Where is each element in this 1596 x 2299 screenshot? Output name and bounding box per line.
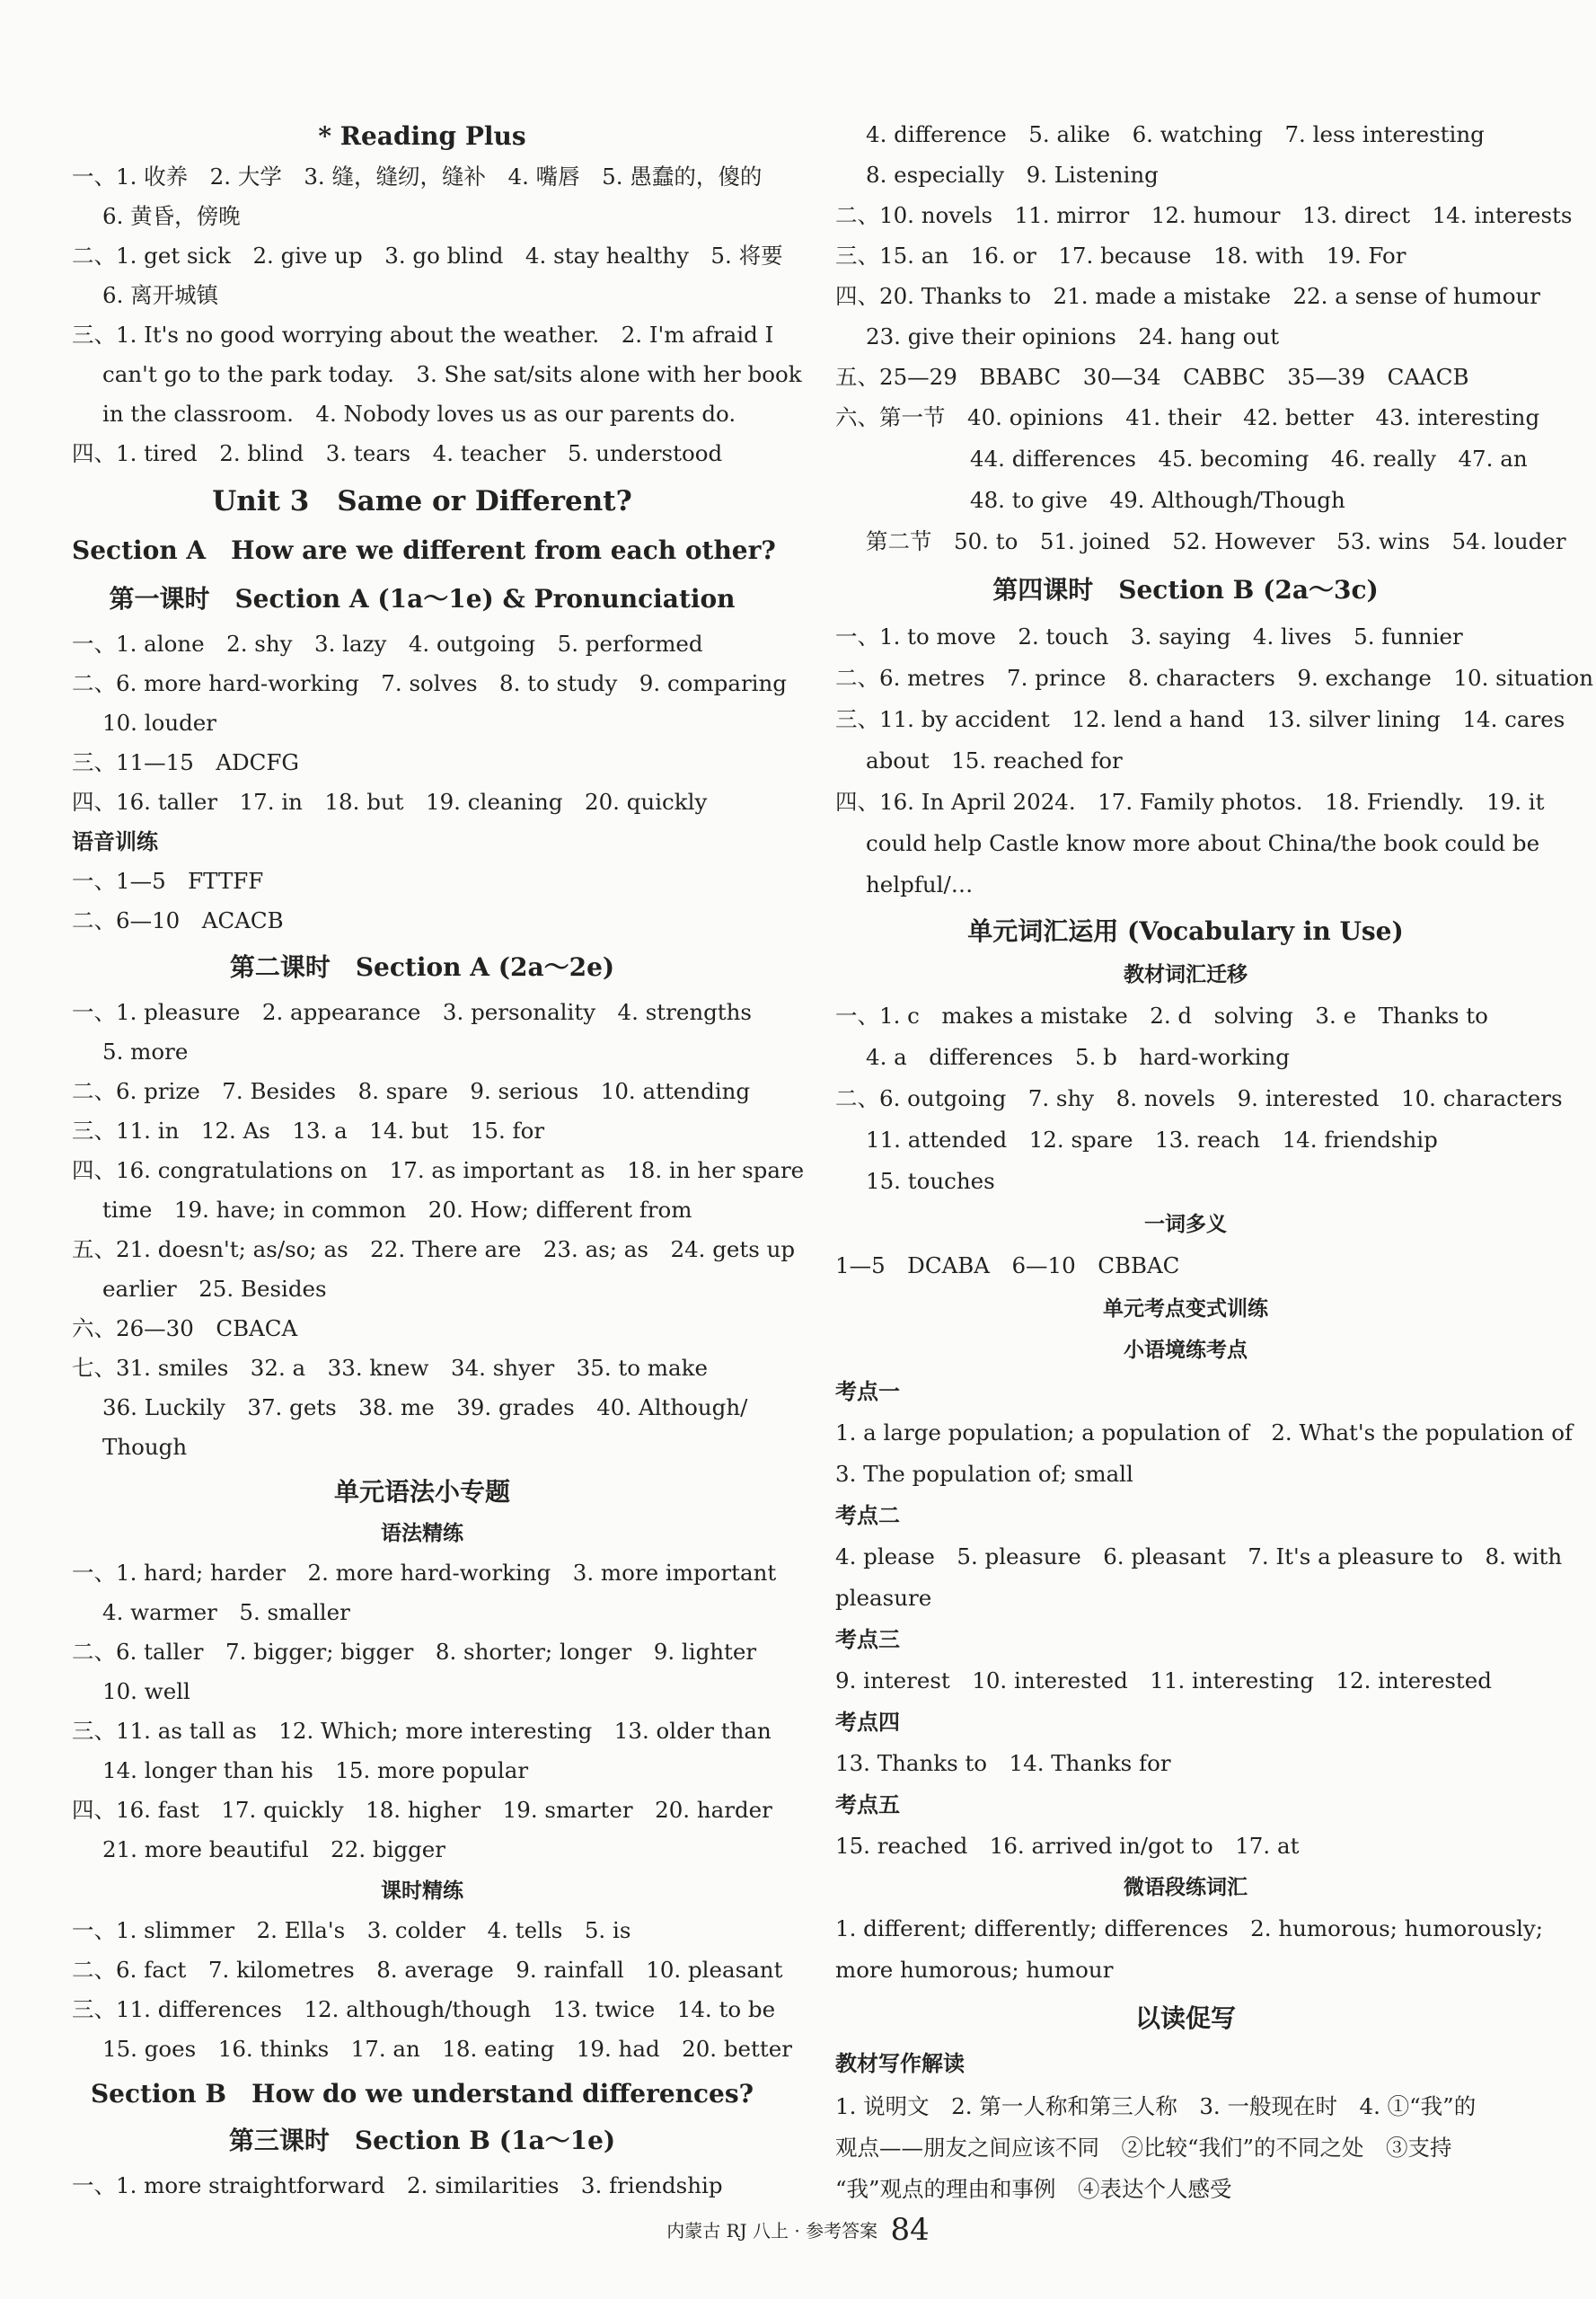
answer-line: 1. 说明文 2. 第一人称和第三人称 3. 一般现在时 4. ①“我”的 [835,2093,1477,2119]
answer-line: 13. Thanks to 14. Thanks for [835,1750,1171,1776]
answer-line: can't go to the park today. 3. She sat/sits alone with her book [102,361,802,387]
answer-line: could help Castle know more about China/the book could be [866,830,1540,856]
answer-line: 21. more beautiful 22. bigger [102,1836,446,1862]
answer-line: 15. touches [866,1168,995,1194]
section-heading: Section B How do we understand differences? [90,2079,754,2109]
answer-line: helpful/… [866,871,974,897]
answer-line: 一、1. 收养 2. 大学 3. 缝，缝纫，缝补 4. 嘴唇 5. 愚蠢的，傻的 [72,164,763,190]
answer-line: 二、1. get sick 2. give up 3. go blind 4. stay healthy 5. 将要 [72,243,783,269]
answer-line: 四、16. fast 17. quickly 18. higher 19. smarter 20. harder [72,1797,772,1823]
sub-label: 考点五 [835,1791,900,1817]
answer-line: time 19. have; in common 20. How; different from [102,1197,692,1223]
section-heading: 第二课时 Section A (2a～2e) [229,952,615,982]
sub-label: 教材写作解读 [835,2050,965,2076]
answer-line: 1—5 DCABA 6—10 CBBAC [835,1252,1180,1278]
sub-label: 考点三 [835,1626,900,1652]
answer-line: 二、6. metres 7. prince 8. characters 9. exchange 10. situation [835,665,1594,691]
answer-line: 36. Luckily 37. gets 38. me 39. grades 40. Although/ [102,1394,748,1420]
answer-line: 二、6. taller 7. bigger; bigger 8. shorter; longer 9. lighter [72,1639,757,1665]
answer-line: 一、1. pleasure 2. appearance 3. personality 4. strengths [72,999,752,1025]
answer-line: 10. well [102,1678,190,1704]
answer-line: 9. interest 10. interested 11. interesting 12. interested [835,1667,1492,1693]
answer-line: 11. attended 12. spare 13. reach 14. friendship [866,1127,1438,1153]
section-heading: 第三课时 Section B (1a～1e) [228,2126,616,2155]
answer-line: 48. to give 49. Although/Though [970,487,1345,513]
answer-line: 一、1. alone 2. shy 3. lazy 4. outgoing 5. performed [72,631,703,657]
answer-line: 4. warmer 5. smaller [102,1599,350,1625]
section-heading: * Reading Plus [318,121,526,151]
section-heading: 第一课时 Section A (1a～1e) & Pronunciation [109,584,736,614]
page-footer [0,2212,1596,2249]
answer-line: 6. 离开城镇 [102,282,219,308]
answer-line: 一、1—5 FTTFF [72,868,264,894]
answer-line: more humorous; humour [835,1957,1114,1983]
sub-label: 考点二 [835,1502,900,1528]
answer-line: in the classroom. 4. Nobody loves us as our parents do. [102,401,736,427]
answer-line: 七、31. smiles 32. a 33. knew 34. shyer 35. to make [72,1355,708,1381]
sub-label: 考点一 [835,1378,900,1404]
section-heading: 微语段练词汇 [1124,1875,1248,1899]
section-heading: Section A How are we different from each other? [72,535,776,565]
answer-line: 三、11. differences 12. although/though 13. twice 14. to be [72,1996,776,2022]
answer-line: 四、16. taller 17. in 18. but 19. cleaning 20. quickly [72,789,708,815]
page-number: 84 [890,2212,930,2248]
answer-line: 三、11. in 12. As 13. a 14. but 15. for [72,1118,545,1144]
answer-line: 三、1. It's no good worrying about the weather. 2. I'm afraid I [72,322,774,348]
answer-line: 二、6. prize 7. Besides 8. spare 9. serious 10. attending [72,1078,751,1104]
answer-line: 4. a differences 5. b hard-working [866,1044,1290,1070]
answer-line: 4. difference 5. alike 6. watching 7. less interesting [866,121,1485,147]
answer-line: 四、1. tired 2. blind 3. tears 4. teacher 5. understood [72,440,723,466]
answer-line: 8. especially 9. Listening [866,162,1159,188]
answer-line: 四、16. In April 2024. 17. Family photos. 18. Friendly. 19. it [835,789,1545,815]
answer-line: 五、25—29 BBABC 30—34 CABBC 35—39 CAACB [835,364,1469,390]
answer-line: 10. louder [102,710,217,736]
footer-label: 内蒙古 RJ 八上 · 参考答案 [666,2220,878,2242]
answer-line: 15. goes 16. thinks 17. an 18. eating 19. had 20. better [102,2036,792,2062]
answer-line: 15. reached 16. arrived in/got to 17. at [835,1833,1300,1859]
section-heading: Unit 3 Same or Different? [212,485,632,517]
answer-line: 三、11. by accident 12. lend a hand 13. silver lining 14. cares [835,706,1565,732]
section-heading: 语法精练 [381,1521,463,1545]
answer-line: 23. give their opinions 24. hang out [866,323,1280,349]
answer-line: 二、10. novels 11. mirror 12. humour 13. direct 14. interests [835,202,1573,228]
section-heading: 单元词汇运用 (Vocabulary in Use) [967,916,1404,946]
answer-line: 6. 黄昏，傍晚 [102,203,241,229]
answer-line: 四、16. congratulations on 17. as important as 18. in her spare [72,1157,805,1183]
answer-line: 三、11—15 ADCFG [72,749,300,775]
answer-line: pleasure [835,1585,932,1611]
section-heading: 小语境练考点 [1124,1338,1248,1362]
answer-line: 3. The population of; small [835,1461,1133,1487]
section-heading: 教材词汇迁移 [1124,962,1248,986]
section-heading: 一词多义 [1144,1212,1227,1236]
sub-label: 语音训练 [72,828,158,854]
answer-line: about 15. reached for [866,747,1123,774]
answer-line: 14. longer than his 15. more popular [102,1757,529,1783]
answer-line: 六、26—30 CBACA [72,1315,298,1341]
answer-line: 二、6. outgoing 7. shy 8. novels 9. interested 10. characters [835,1085,1563,1111]
answer-line: 六、第一节 40. opinions 41. their 42. better 43. interesting [835,404,1540,430]
answer-line: 一、1. slimmer 2. Ella's 3. colder 4. tells 5. is [72,1917,631,1943]
answer-line: 二、6—10 ACACB [72,907,284,933]
answer-line: 一、1. more straightforward 2. similarities 3. friendship [72,2172,723,2198]
sub-label: 考点四 [835,1709,900,1735]
answer-line: 三、15. an 16. or 17. because 18. with 19. For [835,243,1406,269]
answer-line: earlier 25. Besides [102,1276,327,1302]
answer-line: 5. more [102,1039,189,1065]
answer-line: 五、21. doesn't; as/so; as 22. There are 23. as; as 24. gets up [72,1236,796,1262]
answer-line: 观点——朋友之间应该不同 ②比较“我们”的不同之处 ③支持 [835,2135,1452,2161]
section-heading: 第四课时 Section B (2a～3c) [992,575,1379,605]
answer-line: 一、1. to move 2. touch 3. saying 4. lives 5. funnier [835,623,1463,650]
answer-line: 1. different; differently; differences 2. humorous; humorously; [835,1915,1543,1941]
answer-line: 4. please 5. pleasure 6. pleasant 7. It's a pleasure to 8. with [835,1543,1563,1570]
answer-line: 第二节 50. to 51. joined 52. However 53. wins 54. louder [866,528,1566,554]
section-heading: 以读促写 [1134,2003,1236,2033]
answer-line: 44. differences 45. becoming 46. really 47. an [970,446,1528,472]
answer-line: 一、1. c makes a mistake 2. d solving 3. e Thanks to [835,1003,1488,1029]
answer-line: “我”观点的理由和事例 ④表达个人感受 [835,2176,1232,2202]
answer-line: 1. a large population; a population of 2. What's the population of [835,1419,1574,1446]
section-heading: 课时精练 [381,1879,463,1903]
section-heading: 单元考点变式训练 [1103,1296,1268,1321]
answer-line: 四、20. Thanks to 21. made a mistake 22. a sense of humour [835,283,1540,309]
answer-line: 二、6. more hard-working 7. solves 8. to study 9. comparing [72,670,787,696]
answer-line: 一、1. hard; harder 2. more hard-working 3. more important [72,1560,777,1586]
answer-line: 三、11. as tall as 12. Which; more interesting 13. older than [72,1718,772,1744]
answer-line: Though [102,1434,188,1460]
section-heading: 单元语法小专题 [333,1477,510,1507]
answer-line: 二、6. fact 7. kilometres 8. average 9. rainfall 10. pleasant [72,1957,783,1983]
